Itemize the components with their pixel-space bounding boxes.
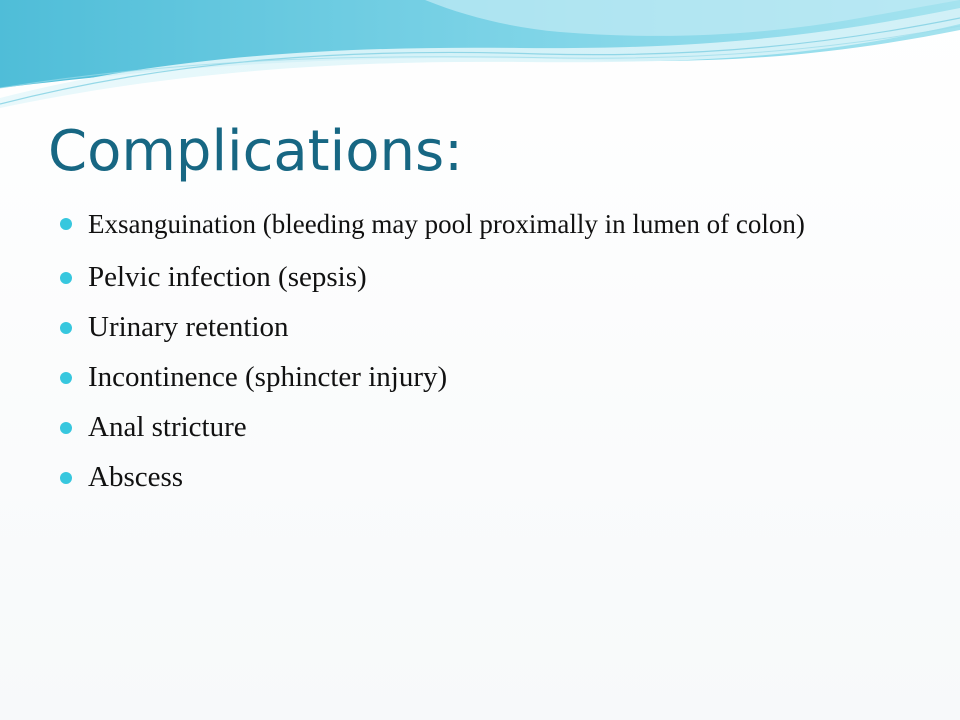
bullet-text: Pelvic infection (sepsis) — [88, 261, 367, 293]
bullet-dot-icon — [60, 422, 72, 434]
bullet-item — [60, 308, 920, 346]
bullet-dot-icon — [60, 218, 72, 230]
bullet-text: Anal stricture — [88, 411, 247, 443]
bullet-item — [60, 258, 920, 296]
bullet-text: Abscess — [88, 461, 184, 493]
bullet-dot-icon — [60, 372, 72, 384]
bullet-dot-icon — [60, 472, 72, 484]
bullet-list — [60, 206, 920, 508]
bullet-text: Exsanguination (bleeding may pool proximally in lumen of colon) — [88, 209, 805, 239]
bullet-item — [60, 358, 920, 396]
bullet-dot-icon — [60, 322, 72, 334]
slide-title: Complications: — [48, 119, 463, 184]
bullet-text: Urinary retention — [88, 311, 289, 343]
bullet-text: Incontinence (sphincter injury) — [88, 361, 448, 393]
bullet-item — [60, 206, 920, 243]
bullet-item — [60, 408, 920, 446]
header-wave-decoration — [0, 0, 960, 120]
bullet-item — [60, 458, 920, 496]
bullet-dot-icon — [60, 272, 72, 284]
